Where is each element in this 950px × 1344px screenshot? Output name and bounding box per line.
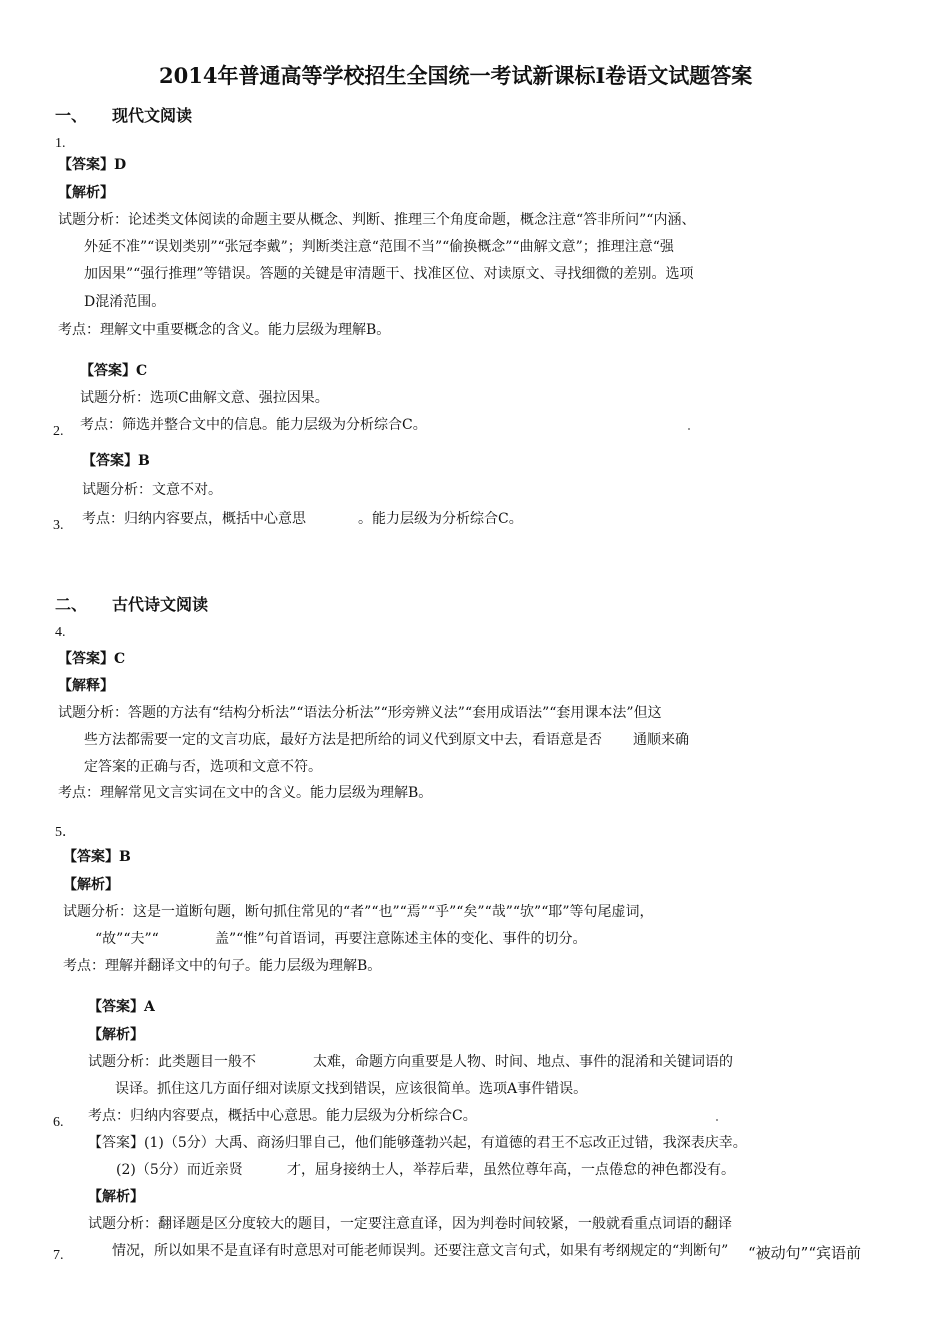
- answer-label: 【答案】A: [88, 999, 155, 1015]
- analysis-text-line: 试题分析：答题的方法有“结构分析法”“语法分析法”“形旁辨义法”“套用成语法”“套用课本法”但这: [58, 705, 662, 721]
- exam-point: 考点：归纳内容要点，概括中心意思。能力层级为分析综合C。: [88, 1108, 477, 1124]
- answer-line: 【答案】(1)（5分）大禹、商汤归罪自己，他们能够蓬勃兴起，有道德的君王不忘改正过错，我深表庆幸。: [88, 1135, 747, 1151]
- analysis-text-line: 试题分析：此类题目一般不: [88, 1054, 256, 1070]
- answer-line-continued: 才，屈身接纳士人，举荐后辈，虽然位尊年高，一点倦怠的神色都没有。: [287, 1162, 735, 1178]
- stray-mark: [716, 1119, 718, 1121]
- section-heading: 古代诗文阅读: [112, 595, 209, 614]
- analysis-text-line: “故”“夫”“: [95, 931, 159, 947]
- analysis-text-line: 试题分析：翻译题是区分度较大的题目，一定要注意直译，因为判卷时间较紧，一般就看重点词语的翻译: [88, 1216, 732, 1232]
- analysis-text-line-continued: 太难，命题方向重要是人物、时间、地点、事件的混淆和关键词语的: [313, 1054, 733, 1070]
- analysis-heading: 【解析】: [88, 1027, 144, 1043]
- answer-label: 【答案】C: [58, 651, 126, 667]
- answer-line: (2)（5分）而近亲贤: [116, 1162, 243, 1178]
- exam-point: 考点：理解常见文言实词在文中的含义。能力层级为理解B。: [58, 785, 433, 801]
- exam-point-continued: 。能力层级为分析综合C。: [358, 511, 523, 527]
- answer-label: 【答案】B: [63, 849, 131, 865]
- analysis-text-line: D混淆范围。: [84, 294, 166, 310]
- analysis-text-line: 些方法都需要一定的文言功底，最好方法是把所给的词义代到原文中去，看语意是否: [84, 732, 602, 748]
- question-number: 3.: [53, 518, 64, 533]
- analysis-text-line-continued: 通顺来确: [633, 732, 689, 748]
- exam-point: 考点：归纳内容要点，概括中心意思: [82, 511, 306, 527]
- analysis-text-tail: “被动句”“宾语前: [748, 1244, 862, 1262]
- question-number: 2.: [53, 424, 64, 439]
- question-number: 6.: [53, 1115, 64, 1130]
- exam-point: 考点：理解文中重要概念的含义。能力层级为理解B。: [58, 322, 391, 338]
- answer-label: 【答案】C: [80, 363, 148, 379]
- analysis-heading: 【解析】: [88, 1189, 144, 1205]
- section-number: 二、: [55, 595, 88, 614]
- stray-mark: [688, 428, 690, 430]
- analysis-text-line: 定答案的正确与否，选项和文意不符。: [84, 759, 322, 775]
- analysis-text-line-continued: 盖”“惟”句首语词，再要注意陈述主体的变化、事件的切分。: [215, 931, 587, 947]
- question-number: 7.: [53, 1248, 64, 1263]
- answer-label: 【答案】B: [82, 453, 150, 469]
- answer-label: 【答案】D: [58, 157, 127, 173]
- analysis-heading: 【解析】: [58, 185, 114, 201]
- analysis-text-line: 试题分析：这是一道断句题，断句抓住常见的“者”“也”“焉”“乎”“矣”“哉”“欤”“耶”等句尾虚词，: [63, 904, 654, 920]
- analysis-text-line: 外延不准”“误划类别”“张冠李戴”；判断类注意“范围不当”“偷换概念”“曲解文意”；推理注意“强: [84, 239, 674, 255]
- analysis-heading: 【解析】: [63, 877, 119, 893]
- section-number: 一、: [55, 106, 88, 125]
- analysis-text: 试题分析：选项C曲解文意、强拉因果。: [80, 390, 329, 406]
- analysis-heading: 【解释】: [58, 678, 114, 694]
- question-number: 4.: [55, 625, 66, 640]
- section-heading: 现代文阅读: [112, 106, 193, 125]
- question-number: 1.: [55, 136, 66, 151]
- exam-point: 考点：筛选并整合文中的信息。能力层级为分析综合C。: [80, 417, 427, 433]
- analysis-text-line: 误译。抓住这几方面仔细对读原文找到错误，应该很简单。选项A事件错误。: [115, 1081, 588, 1097]
- analysis-text: 试题分析：文意不对。: [82, 482, 222, 498]
- question-number: 5．: [55, 825, 76, 840]
- analysis-text-line: 加因果”“强行推理”等错误。答题的关键是审清题干、找准区位、对读原文、寻找细微的差别。选项: [84, 266, 694, 282]
- exam-point: 考点：理解并翻译文中的句子。能力层级为理解B。: [63, 958, 382, 974]
- analysis-text-line: 情况，所以如果不是直译有时意思对可能老师误判。还要注意文言句式，如果有考纲规定的“判断句”: [112, 1243, 729, 1259]
- page-title: 2014年普通高等学校招生全国统一考试新课标Ⅰ卷语文试题答案: [159, 63, 753, 88]
- analysis-text-line: 试题分析：论述类文体阅读的命题主要从概念、判断、推理三个角度命题，概念注意“答非所问”“内涵、: [58, 212, 696, 228]
